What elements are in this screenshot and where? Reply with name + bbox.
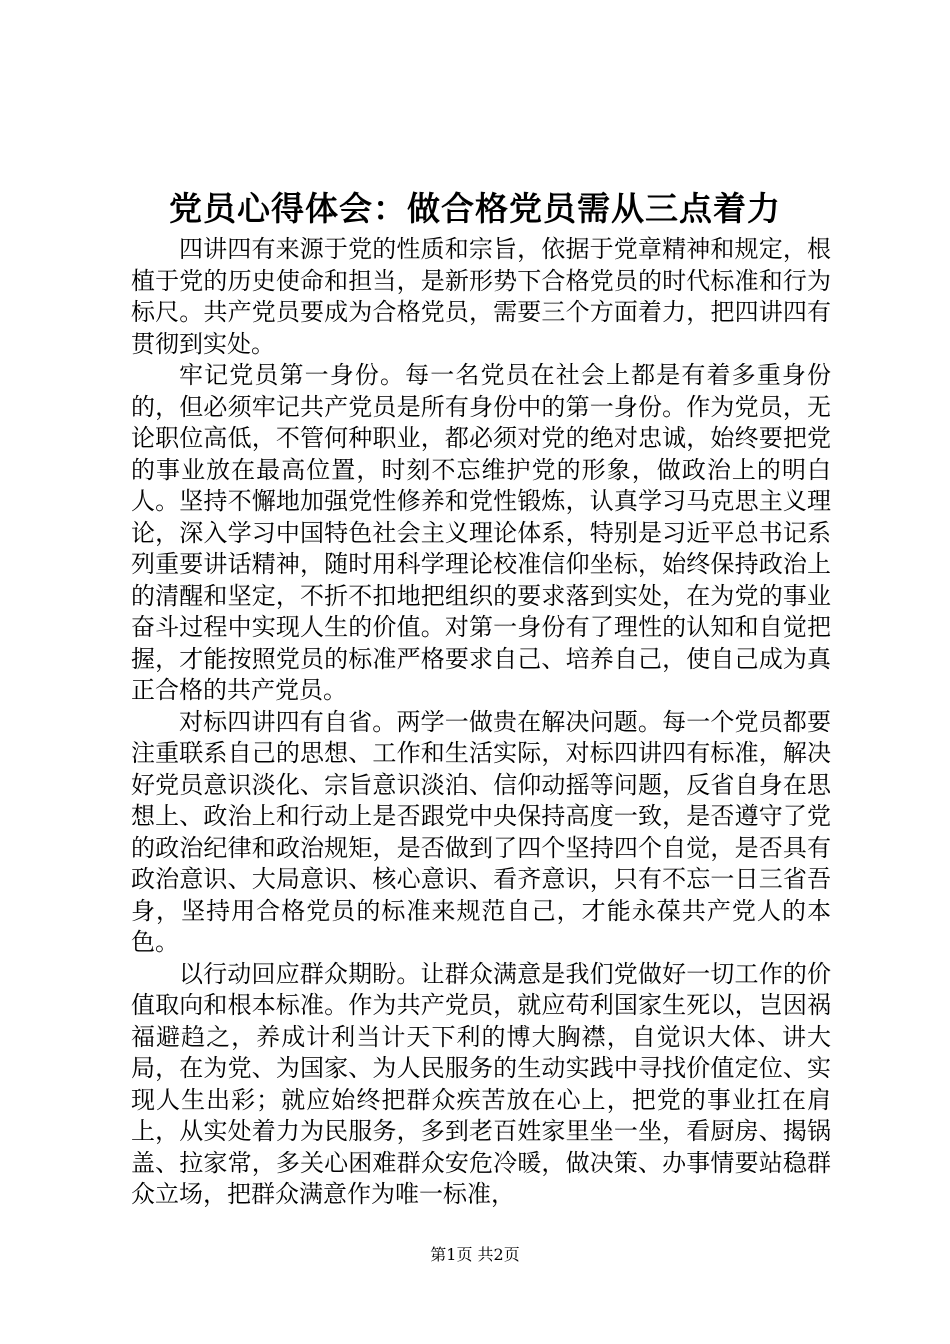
- page-number-footer: 第1页 共2页: [430, 1245, 520, 1264]
- paragraph-action: 以行动回应群众期盼。让群众满意是我们党做好一切工作的价值取向和根本标准。作为共产党员，就应苟利国家生死以，岂因祸福避趋之，养成计利当计天下利的博大胸襟，自觉识大体、讲大局，在为党、为国家、为人民服务的生动实践中寻找价值定位、实现人生出彩；就应始终把群众疾苦放在心上，把党的事业扛在肩上，从实处着力为民服务，多到老百姓家里坐一坐，看厨房、揭锅盖、拉家常，多关心困难群众安危冷暖，做决策、办事情要站稳群众立场，把群众满意作为唯一标准，: [131, 959, 831, 1208]
- document-body: [131, 234, 831, 1211]
- paragraph-intro: 四讲四有来源于党的性质和宗旨，依据于党章精神和规定，根植于党的历史使命和担当，是新形势下合格党员的时代标准和行为标尺。共产党员要成为合格党员，需要三个方面着力，把四讲四有贯彻到实处。: [131, 235, 831, 358]
- paragraph-first-identity: 牢记党员第一身份。每一名党员在社会上都是有着多重身份的，但必须牢记共产党员是所有身份中的第一身份。作为党员，无论职位高低，不管何种职业，都必须对党的绝对忠诚，始终要把党的事业放在最高位置，时刻不忘维护党的形象，做政治上的明白人。坚持不懈地加强党性修养和党性锻炼，认真学习马克思主义理论，深入学习中国特色社会主义理论体系，特别是习近平总书记系列重要讲话精神，随时用科学理论校准信仰坐标，始终保持政治上的清醒和坚定，不折不扣地把组织的要求落到实处，在为党的事业奋斗过程中实现人生的价值。对第一身份有了理性的认知和自觉把握，才能按照党员的标准严格要求自己、培养自己，使自己成为真正合格的共产党员。: [131, 361, 831, 704]
- document-title: 党员心得体会：做合格党员需从三点着力: [169, 189, 781, 228]
- paragraph-self-reflection: 对标四讲四有自省。两学一做贵在解决问题。每一个党员都要注重联系自己的思想、工作和生活实际，对标四讲四有标准，解决好党员意识淡化、宗旨意识淡泊、信仰动摇等问题，反省自身在思想上、政治上和行动上是否跟党中央保持高度一致，是否遵守了党的政治纪律和政治规矩，是否做到了四个坚持四个自觉，是否具有政治意识、大局意识、核心意识、看齐意识，只有不忘一日三省吾身，坚持用合格党员的标准来规范自己，才能永葆共产党人的本色。: [131, 707, 831, 956]
